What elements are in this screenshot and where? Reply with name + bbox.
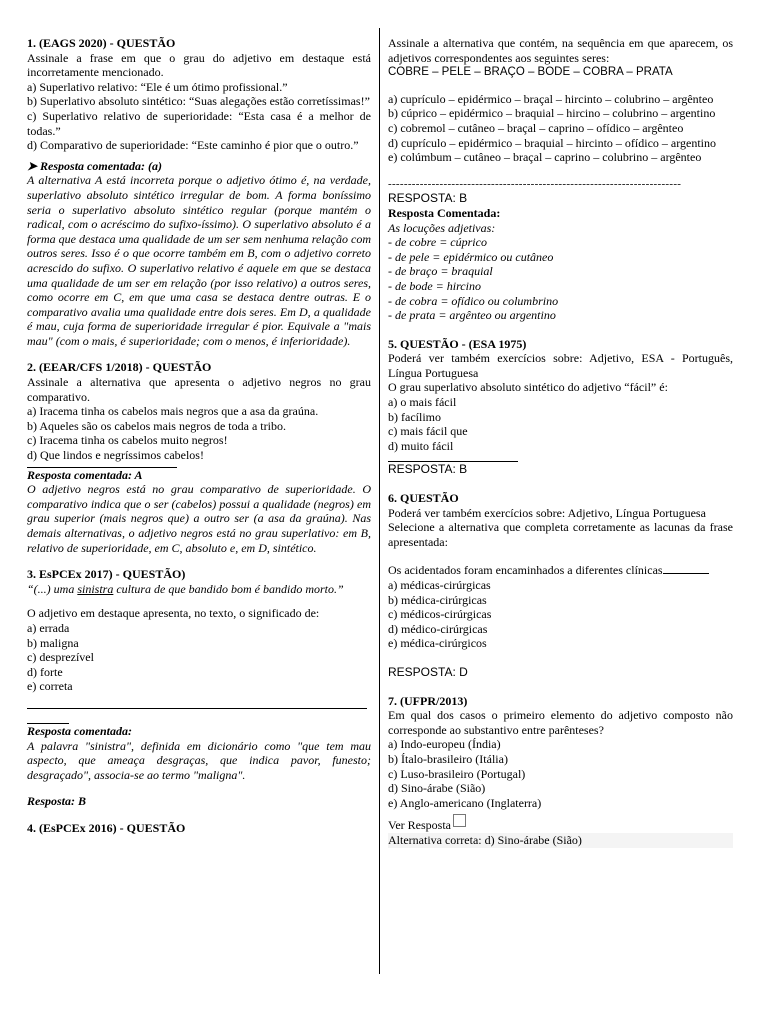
q7-option-c: c) Luso-brasileiro (Portugal) bbox=[388, 766, 526, 781]
dashed-separator: -------------------------------------------------------------------------- bbox=[388, 177, 682, 190]
q7-option-b: b) Ítalo-brasileiro (Itália) bbox=[388, 751, 508, 766]
q2-title: 2. (EEAR/CFS 1/2018) - QUESTÃO bbox=[27, 360, 212, 375]
q7-see-answer[interactable] bbox=[388, 814, 733, 833]
q5-stem: O grau superlativo absoluto sintético do adjetivo “fácil” é: bbox=[388, 380, 668, 395]
q4-title: 4. (EsPCEx 2016) - QUESTÃO bbox=[27, 820, 186, 835]
q4-option-c: c) cobremol – cutâneo – braçal – caprino – ofídico – argênteo bbox=[388, 120, 684, 135]
q7-option-a: a) Indo-europeu (Índia) bbox=[388, 737, 501, 752]
q1-answer-title: ➤ Resposta comentada: (a) bbox=[27, 158, 163, 173]
q2-option-c: c) Iracema tinha os cabelos muito negros! bbox=[27, 433, 228, 448]
q2-option-b: b) Aqueles são os cabelos mais negros de toda a tribo. bbox=[27, 418, 286, 433]
q4-option-a: a) cuprículo – epidérmico – braçal – hircinto – colubrino – argênteo bbox=[388, 91, 714, 106]
right-column bbox=[388, 36, 733, 848]
q2-option-d: d) Que lindos e negríssimos cabelos! bbox=[27, 448, 204, 463]
q3-option-a: a) errada bbox=[27, 620, 70, 635]
q4-answer-title: Resposta Comentada: bbox=[388, 205, 501, 220]
left-column bbox=[27, 36, 371, 836]
column-divider bbox=[379, 28, 380, 974]
q6-answer: RESPOSTA: D bbox=[388, 664, 468, 679]
q7-stem: Em qual dos casos o primeiro elemento do adjetivo composto não corresponde ao substantivo entre parênteses? bbox=[388, 708, 733, 737]
q5-option-b: b) facílimo bbox=[388, 409, 441, 424]
q6-option-c: c) médicos-cirúrgicas bbox=[388, 607, 492, 622]
q2-answer-title: Resposta comentada: A bbox=[27, 467, 143, 482]
q7-title: 7. (UFPR/2013) bbox=[388, 693, 468, 708]
q6-option-b: b) médica-cirúrgicas bbox=[388, 592, 487, 607]
q1-option-c: c) Superlativo relativo de superioridade: “Esta casa é a melhor de todas.” bbox=[27, 108, 371, 138]
q6-title: 6. QUESTÃO bbox=[388, 491, 459, 506]
q3-answer-text: A palavra "sinistra", definida em dicionário como "que tem mau aspecto, que ameaça desgraças, que indica pavor, funesto; desgraçado", associa-se ao termo "maligna". bbox=[27, 738, 371, 782]
q3-option-e: e) correta bbox=[27, 679, 73, 694]
q6-see-also: Poderá ver também exercícios sobre: Adjetivo, Língua Portuguesa bbox=[388, 505, 706, 520]
q6-option-e: e) médica-cirúrgicos bbox=[388, 636, 487, 651]
q3-option-d: d) forte bbox=[27, 664, 63, 679]
q5-see-also: Poderá ver também exercícios sobre: Adjetivo, ESA - Português, Língua Portuguesa bbox=[388, 351, 733, 380]
q1-stem: Assinale a frase em que o grau do adjetivo em destaque está incorretamente mencionado. bbox=[27, 50, 371, 80]
q4-seres: COBRE – PELE – BRAÇO – BODE – COBRA – PRATA bbox=[388, 66, 673, 79]
q3-answer: Resposta: B bbox=[27, 794, 87, 809]
q5-option-c: c) mais fácil que bbox=[388, 424, 468, 439]
q6-sentence: Os acidentados foram encaminhados a diferentes clínicas bbox=[388, 563, 733, 578]
q6-option-d: d) médico-cirúrgicas bbox=[388, 621, 488, 636]
q5-answer: RESPOSTA: B bbox=[388, 462, 468, 477]
q1-option-b: b) Superlativo absoluto sintético: “Suas alegações estão corretíssimas!” bbox=[27, 94, 370, 109]
see-answer-checkbox[interactable] bbox=[453, 814, 466, 827]
q2-answer-text: O adjetivo negros está no grau comparativo de superioridade. O comparativo indica que o ser (cabelos) possui a qualidade (negros) em grau superior (mais negros que) a outro ser (a asa da graúna). Nas demais alternativas, o adjetivo negros está no grau superlativo: em B, relativo de superioridade, em C, absoluto e, em D, sintético. bbox=[27, 482, 371, 555]
q4-answer-intro: As locuções adjetivas: bbox=[388, 220, 496, 235]
q3-title: 3. EsPCEx 2017) - QUESTÃO) bbox=[27, 567, 186, 582]
q4-locution: - de pele = epidérmico ou cutâneo bbox=[388, 249, 554, 264]
q1-answer-text: A alternativa A está incorreta porque o adjetivo ótimo é, na verdade, superlativo absoluto sintético irregular de bom. A forma boníssimo seria o superlativo absoluto sintético regular (porque mantém o radical, com o acréscimo do sufixo-íssimo). O superlativo absoluto é a forma que destaca uma qualidade de um ser sem nenhuma relação com outros seres. Isso é o que ocorre também em B, com o adjetivo correto acrescido do sufixo. O superlativo relativo é aquele em que se destaca uma qualidade de um ser em relação (por isso relativo) a outros seres, como ocorre em C, em que uma casa se destaca dentre outras. E o comparativo avalia uma qualidade entre dois seres. Em D, a qualidade é mau, cuja forma de superioridade irregular é pior. Equivale a "mais mau" (com o mais, é superioridade; com o menos, é inferioridade). bbox=[27, 173, 371, 348]
q4-answer: RESPOSTA: B bbox=[388, 191, 468, 206]
q4-locution: - de braço = braquial bbox=[388, 264, 493, 279]
q4-locution: - de cobra = ofídico ou columbrino bbox=[388, 293, 559, 308]
q4-option-b: b) cúprico – epidérmico – braquial – hircino – colubrino – argentino bbox=[388, 106, 716, 121]
q1-option-a: a) Superlativo relativo: “Ele é um ótimo profissional.” bbox=[27, 79, 288, 94]
q4-option-e: e) colúmbum – cutâneo – braçal – caprino – colubrino – argênteo bbox=[388, 150, 702, 165]
q2-option-a: a) Iracema tinha os cabelos mais negros que a asa da graúna. bbox=[27, 404, 319, 419]
q4-locution: - de cobre = cúprico bbox=[388, 235, 487, 250]
q6-stem: Selecione a alternativa que completa corretamente as lacunas da frase apresentada: bbox=[388, 520, 733, 549]
q5-option-a: a) o mais fácil bbox=[388, 395, 457, 410]
q3-quote: “(...) uma sinistra cultura de que bandido bom é bandido morto.” bbox=[27, 581, 344, 596]
q3-option-b: b) maligna bbox=[27, 635, 79, 650]
q1-option-d: d) Comparativo de superioridade: “Este caminho é pior que o outro.” bbox=[27, 138, 359, 153]
q6-option-a: a) médicas-cirúrgicas bbox=[388, 578, 491, 592]
q7-option-e: e) Anglo-americano (Inglaterra) bbox=[388, 795, 542, 810]
q7-option-d: d) Sino-árabe (Sião) bbox=[388, 781, 486, 796]
q3-option-c: c) desprezível bbox=[27, 650, 94, 665]
q3-answer-title: Resposta comentada: bbox=[27, 723, 132, 738]
q2-stem: Assinale a alternativa que apresenta o adjetivo negros no grau comparativo. bbox=[27, 375, 371, 404]
q3-stem: O adjetivo em destaque apresenta, no texto, o significado de: bbox=[27, 606, 320, 621]
q7-correct-answer: Alternativa correta: d) Sino-árabe (Sião) bbox=[388, 833, 733, 848]
q5-title: 5. QUESTÃO - (ESA 1975) bbox=[388, 336, 527, 351]
q4-stem: Assinale a alternativa que contém, na sequência em que aparecem, os adjetivos correspondentes aos seguintes seres: bbox=[388, 36, 733, 65]
see-answer-label: Ver Resposta bbox=[388, 818, 451, 833]
q1-title: 1. (EAGS 2020) - QUESTÃO bbox=[27, 36, 176, 50]
q4-option-d: d) cuprículo – epidérmico – braquial – hircinto – ofídico – argentino bbox=[388, 135, 717, 150]
q4-locution: - de bode = hircino bbox=[388, 278, 481, 293]
q5-option-d: d) muito fácil bbox=[388, 438, 454, 453]
q4-locution: - de prata = argênteo ou argentino bbox=[388, 308, 556, 323]
